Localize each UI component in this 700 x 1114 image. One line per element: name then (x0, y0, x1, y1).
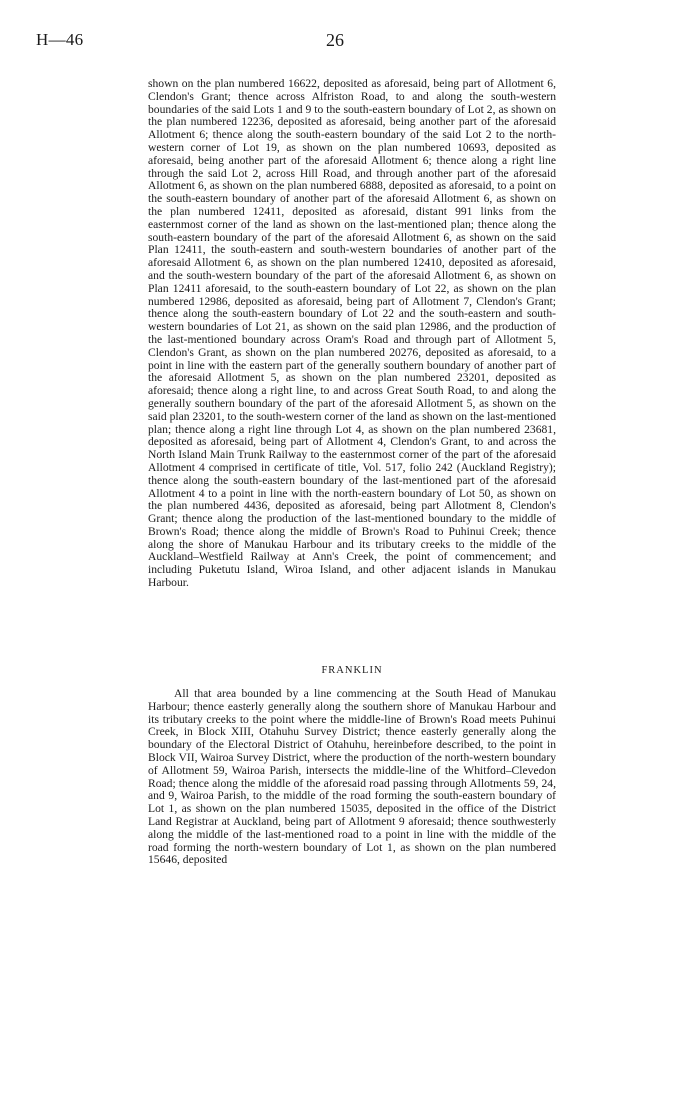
page-header (28, 30, 672, 60)
page-number: 26 (326, 30, 344, 50)
section-heading: FRANKLIN (321, 665, 383, 676)
section-paragraph (148, 688, 556, 867)
paragraph-text: shown on the plan numbered 16622, deposited as aforesaid, being part of Allotment 6, Clendon's Grant; thence across Alfriston Road, to and along the south-western boundaries of the said Lots 1 and 9 to the south-eastern boundary of Lot 2, as shown on the plan numbered 12236, deposited as aforesaid, being another part of the aforesaid Allotment 6; thence along the south-eastern boundary of the said Lot 2 to the north-western corner of Lot 19, as shown on the plan numbered 10693, deposited as aforesaid, being another part of the aforesaid Allotment 6; thence along a right line through the said Lot 2, across Hill Road, and through another part of the aforesaid Allotment 6, as shown on the plan numbered 6888, deposited as aforesaid, to a point on the south-eastern boundary of another part of the aforesaid Allotment 6, as shown on the plan numbered 12411, deposited as aforesaid, distant 991 links from the easternmost corner of the land as shown on the last-mentioned plan; thence along the south-eastern boundary of the part of the aforesaid Allotment 6, as shown on the said Plan 12411, the south-eastern and south-western boundaries of another part of the aforesaid Allotment 6, as shown on the plan numbered 12410, deposited as aforesaid, and the south-western boundary of the part of the aforesaid Allotment 6, as shown on Plan 12411 aforesaid, to the south-eastern boundary of Lot 22, as shown on the plan numbered 12986, deposited as aforesaid, being part of Allotment 7, Clendon's Grant; thence along the south-eastern boundary of Lot 22 and the south-eastern and south-western boundaries of Lot 21, as shown on the said plan 12986, and the production of the last-mentioned boundary across Oram's Road and through part of Allotment 5, Clendon's Grant, as shown on the plan numbered 20276, deposited as aforesaid, to a point in line with the eastern part of the generally southern boundary of another part of the aforesaid Allotment 5, as shown on the plan numbered 23201, deposited as aforesaid; thence along a right line, to and across Great South Road, to and along the generally southern boundary of the part of the aforesaid Allotment 5, as shown on the said plan 23201, to the south-western corner of the land as shown on the last-mentioned plan; thence along a right line through Lot 4, as shown on the plan numbered 23681, deposited as aforesaid, being part of Allotment 4, Clendon's Grant, to and across the North Island Main Trunk Railway to the easternmost corner of the part of the aforesaid Allotment 4 comprised in certificate of title, Vol. 517, folio 242 (Auckland Registry); thence along the south-eastern boundary of the last-mentioned part of the aforesaid Allotment 4 to a point in line with the north-eastern boundary of Lot 50, as shown on the plan numbered 4436, deposited as aforesaid, being part Allotment 8, Clendon's Grant; thence along the production of the last-mentioned boundary to the middle of Brown's Road; thence along the middle of Brown's Road to Puhinui Creek; thence along the shore of Manukau Harbour and its tributary creeks to the middle of the Auckland–Westfield Railway at Ann's Creek, the point of commencement; and including Puketutu Island, Wiroa Island, and other adjacent islands in Manukau Harbour. (148, 77, 556, 590)
continuation-paragraph (148, 78, 556, 590)
section-paragraph-text: All that area bounded by a line commencing at the South Head of Manukau Harbour; thence easterly generally along the southern shore of Manukau Harbour and its tributary creeks to the point where the middle-line of Brown's Road meets Puhinui Creek, in Block XIII, Otahuhu Survey District; thence easterly generally along the boundary of the Electoral District of Otahuhu, hereinbefore described, to the point in Block VII, Wairoa Survey District, where the production of the north-western boundary of Allotment 59, Wairoa Parish, intersects the middle-line of the Whitford–Clevedon Road; thence along the middle of the aforesaid road passing through Allotments 59, 24, and 9, Wairoa Parish, to the middle of the road forming the south-eastern boundary of Lot 1, as shown on the plan numbered 15035, deposited in the office of the District Land Registrar at Auckland, being part of Allotment 9 aforesaid; thence southwesterly along the middle of the last-mentioned road to a point in line with the middle of the road forming the north-western boundary of Lot 1, as shown on the plan numbered 15646, deposited (148, 687, 556, 867)
document-reference: H—46 (36, 30, 84, 49)
